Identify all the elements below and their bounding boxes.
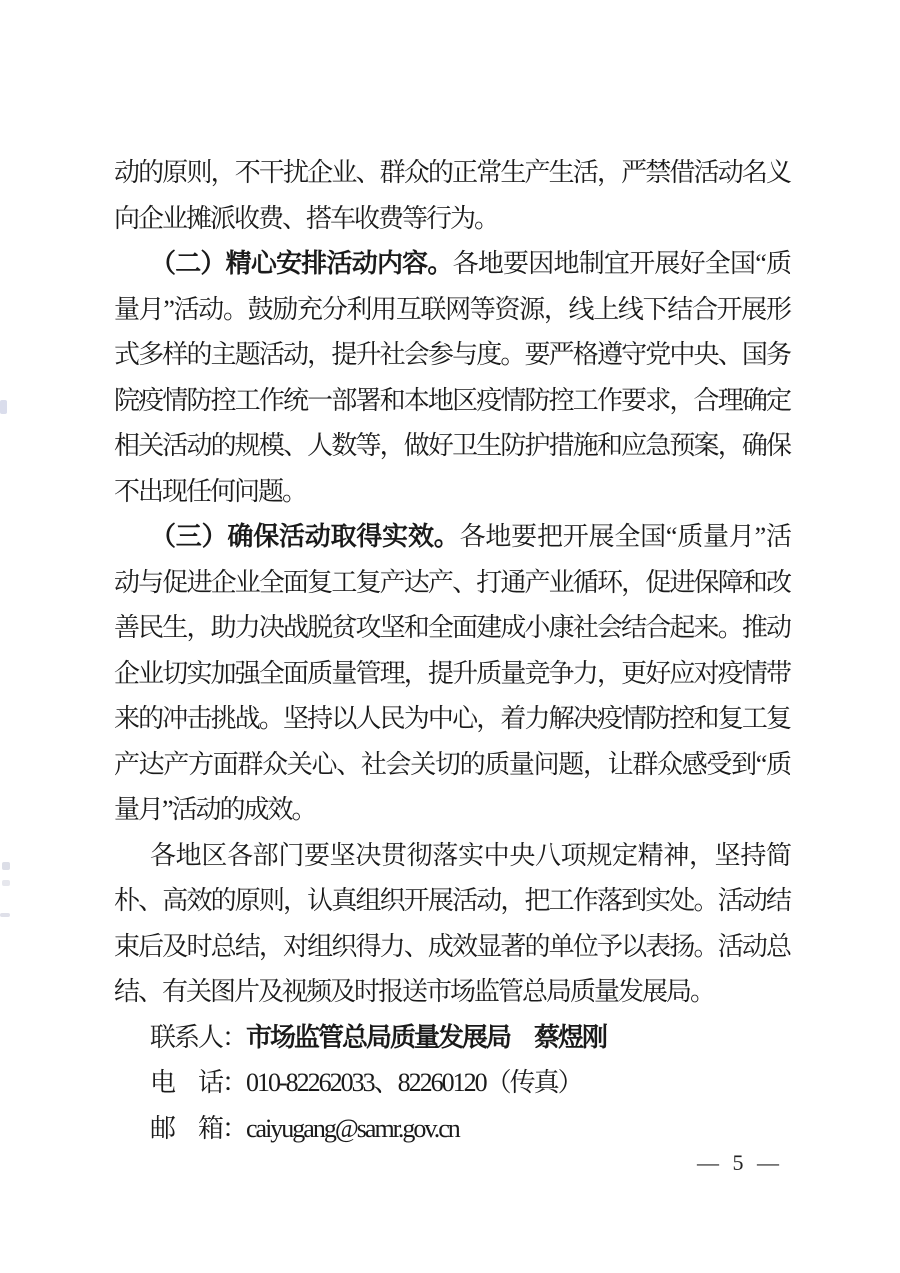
scan-artifact [0, 913, 10, 917]
text-line [114, 378, 790, 424]
body-text: 不出现任何问题。 [114, 476, 307, 506]
body-text: 企业切实加强全面质量管理，提升质量竞争力，更好应对疫情带 [114, 658, 790, 688]
text-line [114, 332, 790, 378]
text-line [114, 150, 790, 196]
body-text: 善民生，助力决战脱贫攻坚和全面建成小康社会结合起来。推动 [114, 613, 790, 642]
bold-text: （二）精心安排活动内容。 [150, 249, 453, 278]
scan-artifact [2, 862, 10, 870]
text-line [114, 423, 790, 469]
body-text: 产达产方面群众关心、社会关切的质量问题，让群众感受到“质 [114, 749, 790, 779]
text-line [114, 241, 790, 287]
text-line [114, 287, 790, 333]
body-text: 邮 箱：caiyugang@samr.gov.cn [150, 1113, 459, 1143]
text-line [114, 1060, 790, 1106]
text-line [114, 969, 790, 1015]
body-text: 式多样的主题活动，提升社会参与度。要严格遵守党中央、国务 [114, 340, 790, 369]
text-line [114, 196, 790, 242]
body-text: 电 话：010-82262033、82260120（传真） [150, 1068, 582, 1097]
body-text: 朴、高效的原则，认真组织开展活动，把工作落到实处。活动结 [114, 886, 790, 915]
scan-artifact [2, 880, 10, 886]
text-line [114, 469, 790, 515]
body-text: 相关活动的规模、人数等，做好卫生防护措施和应急预案，确保 [114, 431, 790, 460]
text-line [114, 878, 790, 924]
bold-text: （三）确保活动取得实效。 [150, 522, 460, 551]
document-body [114, 150, 790, 1151]
text-line [114, 560, 790, 606]
text-line [114, 514, 790, 560]
text-line [114, 651, 790, 697]
body-text: 动与促进企业全面复工复产达产、打通产业循环，促进保障和改 [114, 567, 790, 597]
body-text: 各地区各部门要坚决贯彻落实中央八项规定精神，坚持简 [150, 840, 790, 870]
bold-text: 市场监管总局质量发展局 蔡煜刚 [246, 1022, 607, 1052]
scan-artifact [0, 400, 7, 414]
body-text: 束后及时总结，对组织得力、成效显著的单位予以表扬。活动总 [114, 931, 790, 961]
text-line [114, 787, 790, 833]
text-line [114, 1106, 790, 1152]
text-line [114, 1015, 790, 1061]
body-text: 院疫情防控工作统一部署和本地区疫情防控工作要求，合理确定 [114, 385, 790, 415]
body-text: 各地要把开展全国“质量月”活 [459, 522, 790, 551]
body-text: 来的冲击挑战。坚持以人民为中心，着力解决疫情防控和复工复 [114, 704, 790, 733]
body-text: 结、有关图片及视频及时报送市场监管总局质量发展局。 [114, 977, 715, 1006]
text-line [114, 833, 790, 879]
text-line [114, 742, 790, 788]
body-text: 各地要因地制宜开展好全国“质 [452, 249, 790, 278]
page-number: — 5 — [697, 1150, 780, 1175]
body-text: 量月”活动。鼓励充分利用互联网等资源，线上线下结合开展形 [114, 294, 790, 324]
body-text: 联系人： [150, 1022, 247, 1052]
text-line [114, 924, 790, 970]
text-line [114, 605, 790, 651]
body-text: 量月”活动的成效。 [114, 795, 316, 824]
body-text: 向企业摊派收费、搭车收费等行为。 [114, 203, 499, 233]
text-line [114, 696, 790, 742]
body-text: 动的原则，不干扰企业、群众的正常生产生活，严禁借活动名义 [114, 158, 790, 187]
